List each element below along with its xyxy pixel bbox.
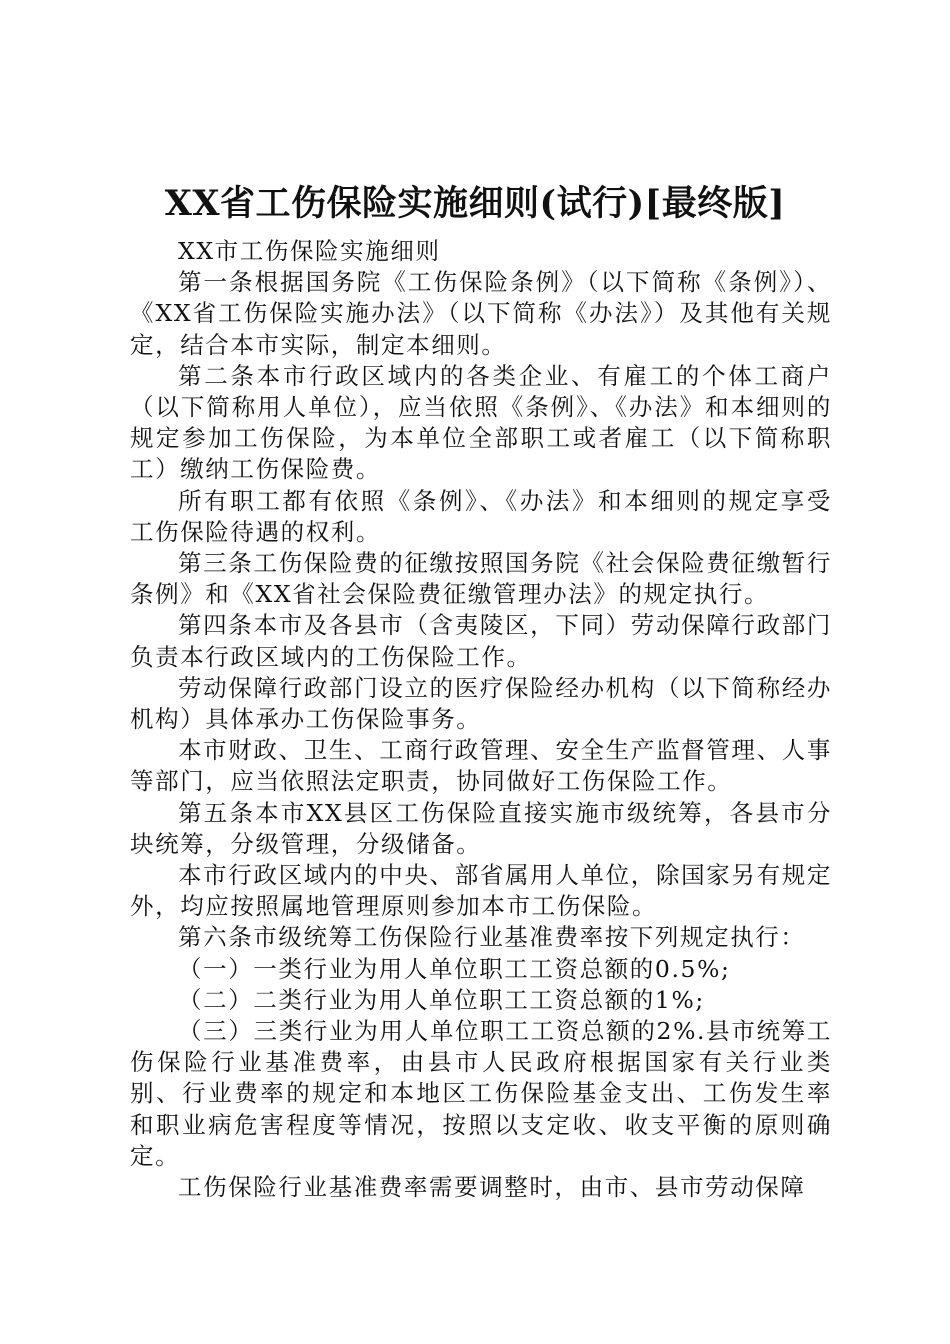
paragraph-article-2-rights: 所有职工都有依照《条例》、《办法》和本细则的规定享受工伤保险待遇的权利。	[130, 486, 832, 546]
paragraph-article-6-item-2: （二）二类行业为用人单位职工工资总额的1%;	[178, 985, 705, 1014]
document-title: XX省工伤保险实施细则(试行)[最终版]	[164, 183, 786, 224]
paragraph-article-1: 第一条根据国务院《工伤保险条例》（以下简称《条例》）、《XX省工伤保险实施办法》（以下简称《办法》）及其他有关规定，结合本市实际，制定本细则。	[130, 268, 832, 359]
paragraph-article-6-item-3: （三）三类行业为用人单位职工工资总额的2%.县市统筹工伤保险行业基准费率，由县市人民政府根据国家有关行业类别、行业费率的规定和本地区工伤保险基金支出、工伤发生率和职业病危害程度等情况，按照以支定收、收支平衡的原则确定。	[130, 1017, 832, 1170]
paragraph-article-6: 第六条市级统筹工伤保险行业基准费率按下列规定执行：	[178, 923, 806, 952]
paragraph-subtitle: XX市工伤保险实施细则	[178, 237, 441, 265]
paragraph-article-5: 第五条本市XX县区工伤保险直接实施市级统筹，各县市分块统筹，分级管理，分级储备。	[130, 798, 832, 858]
paragraph-article-4-agency: 劳动保障行政部门设立的医疗保险经办机构（以下简称经办机构）具体承办工伤保险事务。	[130, 673, 832, 734]
paragraph-article-6-item-1: （一）一类行业为用人单位职工工资总额的0.5%;	[178, 954, 731, 983]
paragraph-rate-adjustment: 工伤保险行业基准费率需要调整时，由市、县市劳动保障	[178, 1173, 806, 1202]
paragraph-article-5-units: 本市行政区域内的中央、部省属用人单位，除国家另有规定外，均应按照属地管理原则参加本市工伤保险。	[130, 861, 832, 921]
paragraph-article-3: 第三条工伤保险费的征缴按照国务院《社会保险费征缴暂行条例》和《XX省社会保险费征缴管理办法》的规定执行。	[130, 549, 832, 609]
paragraph-article-2: 第二条本市行政区域内的各类企业、有雇工的个体工商户（以下简称用人单位），应当依照《条例》、《办法》和本细则的规定参加工伤保险，为本单位全部职工或者雇工（以下简称职工）缴纳工伤保险费。	[130, 361, 832, 484]
paragraph-article-4-departments: 本市财政、卫生、工商行政管理、安全生产监督管理、人事等部门，应当依照法定职责，协同做好工伤保险工作。	[130, 736, 832, 796]
document-body	[130, 236, 832, 1203]
paragraph-article-4: 第四条本市及各县市（含夷陵区，下同）劳动保障行政部门负责本行政区域内的工伤保险工作。	[130, 611, 832, 671]
